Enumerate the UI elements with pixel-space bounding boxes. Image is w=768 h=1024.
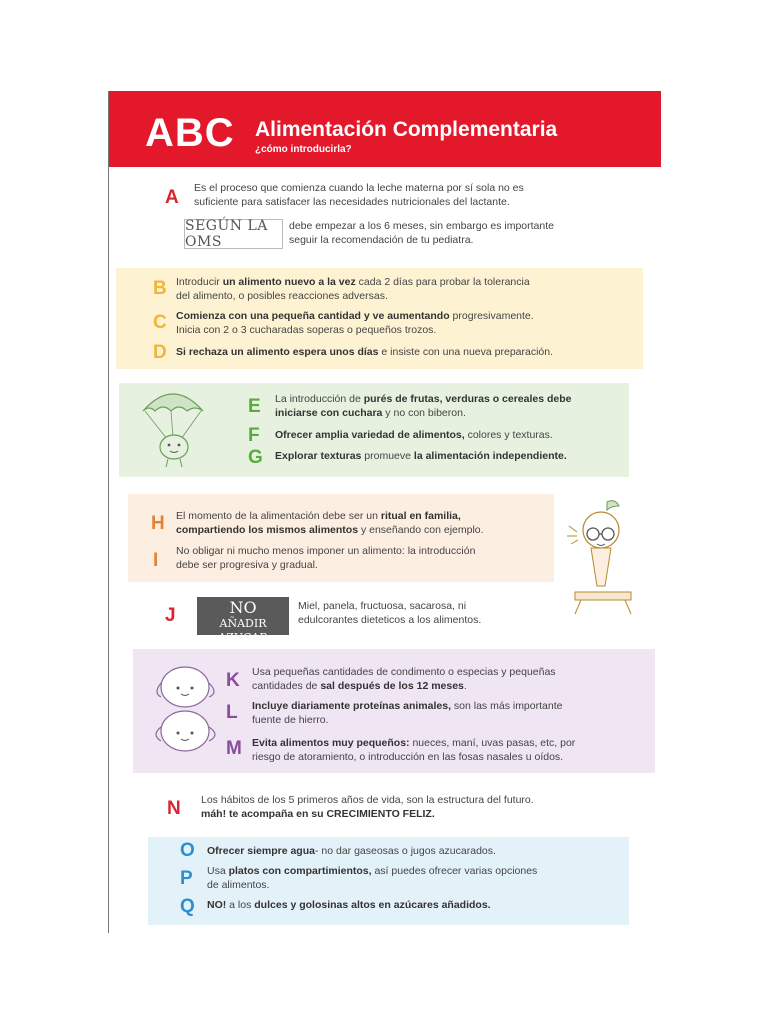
item-j-line2: edulcorantes dieteticos a los alimentos. xyxy=(298,614,482,626)
item-i-line2: debe ser progresiva y gradual. xyxy=(176,559,318,571)
item-p-p2: así puedes ofrecer varias opciones xyxy=(371,865,538,877)
item-o-text xyxy=(207,844,496,858)
header-banner xyxy=(109,91,661,167)
item-l-b1: Incluye diariamente proteínas animales, xyxy=(252,700,451,712)
item-c-b1: Comienza con una pequeña cantidad y ve aumentando xyxy=(176,310,450,322)
no-sugar-badge xyxy=(197,597,289,644)
item-f-text xyxy=(275,428,553,442)
page-subtitle: ¿cómo introducirla? xyxy=(255,144,352,155)
item-b-b1: un alimento nuevo a la vez xyxy=(222,276,356,288)
letter-d: D xyxy=(153,342,167,363)
oms-badge: SEGÚN LA OMS xyxy=(184,219,283,249)
item-l-text xyxy=(252,699,562,727)
item-m-text xyxy=(252,736,575,764)
letter-h: H xyxy=(151,513,165,534)
letter-p: P xyxy=(180,868,193,889)
letter-n: N xyxy=(167,798,181,819)
item-o-b1: Ofrecer siempre agua xyxy=(207,845,315,857)
item-e-text xyxy=(275,392,572,420)
letter-e: E xyxy=(248,396,261,417)
item-e-p2: y no con biberon. xyxy=(382,407,466,419)
letter-l: L xyxy=(226,702,238,723)
item-h-p1: El momento de la alimentación debe ser un xyxy=(176,510,381,522)
letter-c: C xyxy=(153,312,167,333)
parachute-broccoli-icon xyxy=(137,381,209,471)
item-k-text xyxy=(252,665,556,693)
item-a-text xyxy=(194,181,524,209)
oms-line1: debe empezar a los 6 meses, sin embargo es importante xyxy=(289,220,554,232)
item-b-text xyxy=(176,275,530,303)
item-p-text xyxy=(207,864,537,892)
item-e-p1: La introducción de xyxy=(275,393,364,405)
item-g-b1: Explorar texturas xyxy=(275,450,362,462)
item-c-text xyxy=(176,309,534,337)
item-h-p2: y enseñando con ejemplo. xyxy=(358,524,484,536)
item-d-p1: e insiste con una nueva preparación. xyxy=(378,346,554,358)
letter-g: G xyxy=(248,447,263,468)
oms-line2: seguir la recomendación de tu pediatra. xyxy=(289,234,474,246)
item-n-text xyxy=(201,793,534,821)
item-l-line2: fuente de hierro. xyxy=(252,714,329,726)
item-b-p2: cada 2 días para probar la tolerancia xyxy=(355,276,530,288)
letter-m: M xyxy=(226,738,242,759)
page-title: Alimentación Complementaria xyxy=(255,118,558,141)
item-j-text xyxy=(298,599,481,627)
item-i-text xyxy=(176,544,475,572)
item-g-text xyxy=(275,449,567,463)
item-c-p1: progresivamente. xyxy=(449,310,534,322)
letter-k: K xyxy=(226,670,240,691)
item-l-p1: son las más importante xyxy=(451,700,563,712)
item-b-p1: Introducir xyxy=(176,276,223,288)
item-n-b1: máh! te acompaña en su CRECIMIENTO FELIZ. xyxy=(201,808,435,820)
item-m-p1: nueces, maní, uvas pasas, etc, por xyxy=(409,737,576,749)
item-k-line1: Usa pequeñas cantidades de condimento o especias y pequeñas xyxy=(252,666,556,678)
item-m-line2: riesgo de atoramiento, o introducción en las fosas nasales u oídos. xyxy=(252,751,564,763)
abc-title: ABC xyxy=(145,111,235,155)
letter-q: Q xyxy=(180,896,195,917)
item-f-b1: Ofrecer amplia variedad de alimentos, xyxy=(275,429,465,441)
item-o-p1: - no dar gaseosas o jugos azucarados. xyxy=(314,845,496,857)
item-e-b1: purés de frutas, verduras o cereales debe xyxy=(363,393,572,405)
item-h-b1: ritual en familia, xyxy=(380,510,461,522)
letter-j: J xyxy=(165,605,176,626)
item-p-p1: Usa xyxy=(207,865,229,877)
oms-text xyxy=(289,219,554,247)
item-f-p1: colores y texturas. xyxy=(464,429,553,441)
item-c-line2: Inicia con 2 o 3 cucharadas soperas o pequeños trozos. xyxy=(176,324,437,336)
item-d-text xyxy=(176,345,553,359)
item-k-p1: cantidades de xyxy=(252,680,321,692)
item-k-p2: . xyxy=(463,680,467,692)
item-e-b2: iniciarse con cuchara xyxy=(275,407,383,419)
letter-f: F xyxy=(248,425,260,446)
item-p-line2: de alimentos. xyxy=(207,879,270,891)
letter-i: I xyxy=(153,550,159,571)
item-h-b2: compartiendo los mismos alimentos xyxy=(176,524,359,536)
item-g-p1: promueve xyxy=(361,450,414,462)
item-k-b1: sal después de los 12 meses xyxy=(320,680,464,692)
item-m-b1: Evita alimentos muy pequeños: xyxy=(252,737,410,749)
letter-a: A xyxy=(165,187,179,208)
item-a-line2: suficiente para satisfacer las necesidades nutricionales del lactante. xyxy=(194,196,510,208)
no-sugar-badge-line1: NO xyxy=(229,598,257,617)
item-q-b2: dulces y golosinas altos en azúcares añadidos. xyxy=(254,899,491,911)
infographic-poster xyxy=(108,91,661,933)
letter-o: O xyxy=(180,840,195,861)
item-h-text xyxy=(176,509,484,537)
item-q-b1: NO! xyxy=(207,899,227,911)
item-g-b2: la alimentación independiente. xyxy=(413,450,567,462)
item-a-line1: Es el proceso que comienza cuando la leche materna por sí sola no es xyxy=(194,182,524,194)
item-n-line1: Los hábitos de los 5 primeros años de vida, son la estructura del futuro. xyxy=(201,794,534,806)
item-b-line2: del alimento, o posibles reacciones adversas. xyxy=(176,290,388,302)
item-p-b1: platos con compartimientos, xyxy=(228,865,372,877)
item-j-line1: Miel, panela, fructuosa, sacarosa, ni xyxy=(298,600,467,612)
girl-with-glasses-icon xyxy=(561,496,641,621)
letter-b: B xyxy=(153,278,167,299)
item-i-line1: No obligar ni mucho menos imponer un alimento: la introducción xyxy=(176,545,476,557)
item-d-b1: Si rechaza un alimento espera unos días xyxy=(176,346,379,358)
item-q-text xyxy=(207,898,491,912)
baby-faces-icon xyxy=(147,663,225,759)
no-sugar-badge-line2: AÑADIR AZUCAR xyxy=(218,617,268,644)
item-q-p1: a los xyxy=(226,899,255,911)
